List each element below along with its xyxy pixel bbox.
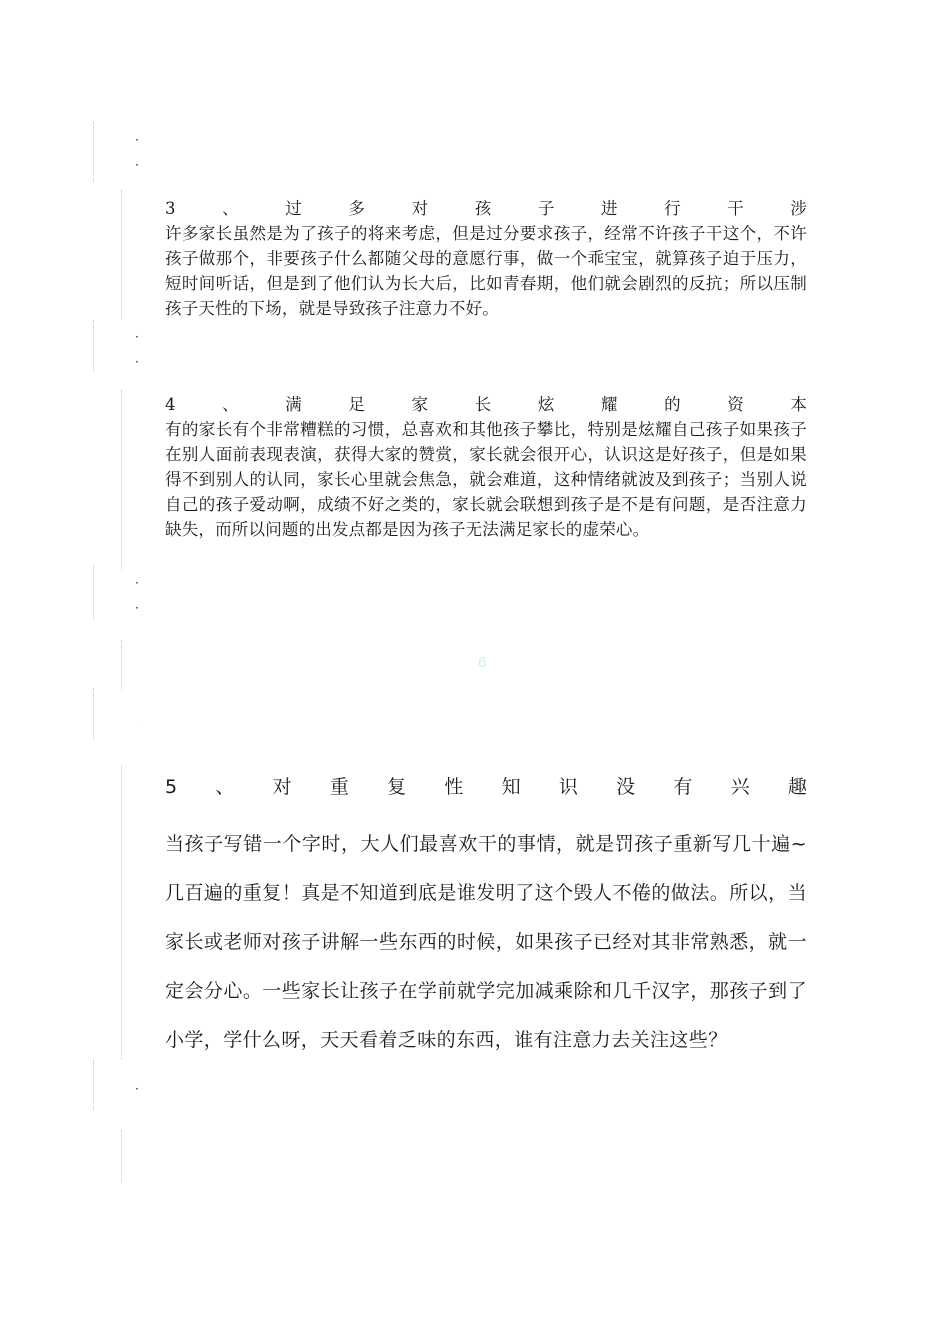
margin-guide — [93, 122, 94, 182]
section-3 — [165, 197, 807, 321]
heading-char: 趣 — [787, 776, 807, 798]
heading-char: 重 — [329, 776, 349, 798]
section-5 — [165, 772, 807, 1065]
faint-mark: · — [137, 717, 140, 726]
heading-char: 、 — [222, 395, 239, 414]
margin-guide — [121, 640, 122, 690]
section-4-body: 有的家长有个非常糟糕的习惯，总喜欢和其他孩子攀比，特别是炫耀自己孩子如果孩子在别人面前表现表演，获得大家的赞赏，家长就会很开心，认识这是好孩子，但是如果得不到别人的认同，家长心里就会焦急，就会难道，这种情绪就波及到孩子；当别人说自己的孩子爱动啊，成绩不好之类的，家长就会联想到孩子是不是有问题，是否注意力缺失，而所以问题的出发点都是因为孩子无法满足家长的虚荣心。 — [165, 420, 807, 539]
heading-char: 兴 — [730, 776, 750, 798]
margin-guide — [93, 1060, 94, 1110]
section-4 — [165, 393, 807, 542]
heading-char: 家 — [411, 395, 429, 414]
heading-char: 资 — [727, 395, 744, 414]
heading-char: 耀 — [600, 395, 618, 414]
heading-char: 识 — [558, 776, 578, 798]
margin-guide — [93, 688, 94, 740]
heading-char: 知 — [501, 776, 521, 798]
heading-char: 对 — [272, 776, 292, 798]
heading-char: 多 — [348, 199, 365, 218]
bullet-mark: · — [135, 355, 139, 369]
section-3-body: 许多家长虽然是为了孩子的将来考虑，但是过分要求孩子，经常不许孩子干这个，不许孩子做那个，非要孩子什么都随父母的意愿行事，做一个乖宝宝，就算孩子迫于压力，短时间听话，但是到了他们认为长大后，比如青春期，他们就会剧烈的反抗；所以压制孩子天性的下场，就是导致孩子注意力不好。 — [165, 224, 807, 318]
bullet-mark: · — [135, 158, 139, 172]
bullet-mark: · — [135, 330, 139, 344]
heading-char: 干 — [727, 199, 744, 218]
heading-char: 有 — [673, 776, 693, 798]
bullet-mark: · — [135, 1082, 139, 1096]
heading-char: 炫 — [537, 395, 555, 414]
heading-char: 没 — [616, 776, 636, 798]
heading-char: 本 — [790, 395, 807, 414]
section-3-heading — [165, 197, 807, 221]
bullet-mark: · — [135, 133, 139, 147]
heading-char: 足 — [348, 395, 365, 414]
margin-guide — [121, 190, 122, 320]
heading-char: 子 — [537, 199, 555, 218]
heading-char: 进 — [600, 199, 618, 218]
heading-char: 涉 — [790, 199, 807, 218]
heading-char: 、 — [222, 199, 239, 218]
section-4-heading — [165, 393, 807, 417]
heading-char: 满 — [285, 395, 302, 414]
bullet-mark: · — [135, 576, 139, 590]
margin-guide — [93, 320, 94, 372]
heading-char: 长 — [474, 395, 492, 414]
heading-char: 行 — [664, 199, 681, 218]
margin-guide — [121, 1130, 122, 1182]
heading-char: 对 — [411, 199, 429, 218]
heading-char: 的 — [664, 395, 681, 414]
heading-char: 复 — [387, 776, 407, 798]
heading-char: 、 — [215, 776, 235, 798]
heading-char: 过 — [285, 199, 302, 218]
heading-char: 5 — [165, 776, 178, 798]
margin-guide — [121, 765, 122, 1060]
heading-char: 性 — [444, 776, 464, 798]
heading-char: 孩 — [474, 199, 492, 218]
page-number: 6 — [478, 654, 487, 671]
bullet-mark: · — [135, 601, 139, 615]
heading-char: 4 — [165, 395, 176, 414]
margin-guide — [93, 565, 94, 620]
section-5-heading — [165, 772, 807, 802]
margin-guide — [121, 390, 122, 570]
section-5-body: 当孩子写错一个字时，大人们最喜欢干的事情，就是罚孩子重新写几十遍~几百遍的重复！真是不知道到底是谁发明了这个毁人不倦的做法。所以，当家长或老师对孩子讲解一些东西的时候，如果孩子已经对其非常熟悉，就一定会分心。一些家长让孩子在学前就学完加减乘除和几千汉字，那孩子到了小学，学什么呀，天天看着乏味的东西，谁有注意力去关注这些？ — [165, 833, 807, 1051]
heading-char: 3 — [165, 199, 176, 218]
